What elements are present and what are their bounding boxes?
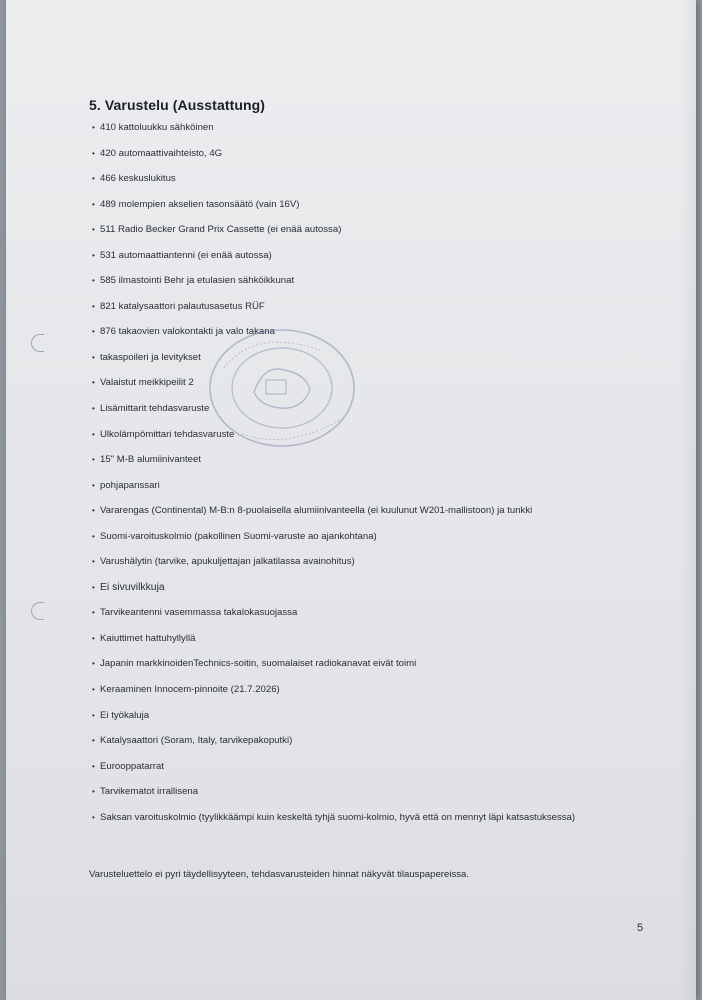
inspection-stamp <box>202 322 362 452</box>
list-item-text: 585 ilmastointi Behr ja etulasien sähköikkunat <box>100 275 295 287</box>
section-heading: 5. Varustelu (Ausstattung) <box>89 97 266 113</box>
list-item-text: 876 takaovien valokontakti ja valo takana <box>100 326 275 338</box>
bullet-icon: • <box>92 736 95 746</box>
bullet-icon: • <box>92 301 95 311</box>
bullet-icon: • <box>92 429 95 439</box>
list-item <box>92 761 612 787</box>
list-item <box>92 735 612 761</box>
list-item <box>92 250 612 276</box>
list-item-text: Keraaminen Innocem-pinnoite (21.7.2026) <box>100 684 280 696</box>
list-item <box>92 148 612 174</box>
bullet-icon: • <box>92 148 95 158</box>
list-item-text: takaspoileri ja levitykset <box>100 351 201 363</box>
bullet-icon: • <box>92 685 95 695</box>
list-item-text: 489 molempien akselien tasonsäätö (vain 16V) <box>100 198 300 210</box>
equipment-list <box>92 122 612 826</box>
list-item-text: Varushälytin (tarvike, apukuljettajan jalkatilassa avainohitus) <box>100 556 355 568</box>
document-page <box>6 0 696 1000</box>
list-item-text: 15" M-B alumiinivanteet <box>100 454 201 466</box>
page-edge-shadow <box>680 0 696 1000</box>
list-item <box>92 454 612 480</box>
list-item-text: Ei sivuvilkkuja <box>100 581 165 593</box>
list-item <box>92 224 612 250</box>
list-item-text: Saksan varoituskolmio (tyylikkäämpi kuin keskeltä tyhjä suomi-kolmio, hyvä että on mennyt läpi katsastuksessa) <box>100 811 576 823</box>
list-item-text: Ulkolämpömittari tehdasvaruste <box>100 428 235 440</box>
list-item <box>92 582 612 608</box>
bullet-icon: • <box>92 352 95 362</box>
bullet-icon: • <box>92 480 95 490</box>
bullet-icon: • <box>92 250 95 260</box>
list-item-text: Katalysaattori (Soram, Italy, tarvikepakoputki) <box>100 735 293 747</box>
binder-hole-mark <box>31 602 44 620</box>
list-item <box>92 199 612 225</box>
list-item <box>92 607 612 633</box>
list-item-text: Japanin markkinoidenTechnics-soitin, suomalaiset radiokanavat eivät toimi <box>100 658 417 670</box>
list-item <box>92 480 612 506</box>
list-item <box>92 531 612 557</box>
list-item-text: Eurooppatarrat <box>100 760 164 772</box>
list-item-text: Suomi-varoituskolmio (pakollinen Suomi-varuste ao ajankohtana) <box>100 530 377 542</box>
bullet-icon: • <box>92 812 95 822</box>
bullet-icon: • <box>92 404 95 414</box>
binder-hole-mark <box>31 334 44 352</box>
list-item <box>92 275 612 301</box>
page-number: 5 <box>637 922 644 934</box>
bullet-icon: • <box>92 506 95 516</box>
footer-note: Varusteluettelo ei pyri täydellisyyteen, tehdasvarusteiden hinnat näkyvät tilauspapereissa. <box>89 869 470 880</box>
bullet-icon: • <box>92 608 95 618</box>
list-item-text: Vararengas (Continental) M-B:n 8-puolaisella alumiinivanteella (ei kuulunut W201-mallistoon) ja tunkki <box>100 505 533 517</box>
list-item <box>92 122 612 148</box>
bullet-icon: • <box>92 787 95 797</box>
list-item-text: 420 automaattivaihteisto, 4G <box>100 147 223 159</box>
bullet-icon: • <box>92 174 95 184</box>
bullet-icon: • <box>92 276 95 286</box>
list-item-text: Tarvikematot irrallisena <box>100 786 199 798</box>
list-item-text: Tarvikeantenni vasemmassa takalokasuojassa <box>100 607 298 619</box>
list-item <box>92 556 612 582</box>
list-item-text: pohjapanssari <box>100 479 160 491</box>
list-item <box>92 809 612 826</box>
list-item <box>92 710 612 736</box>
bullet-icon: • <box>92 633 95 643</box>
bullet-icon: • <box>92 123 95 132</box>
list-item-text: Valaistut meikkipeilit 2 <box>100 377 194 389</box>
bullet-icon: • <box>92 710 95 720</box>
list-item-text: 531 automaattiantenni (ei enää autossa) <box>100 249 272 261</box>
list-item <box>92 505 612 531</box>
bullet-icon: • <box>92 455 95 465</box>
bullet-icon: • <box>92 225 95 235</box>
list-item-text: 821 katalysaattori palautusasetus RÜF <box>100 300 265 312</box>
bullet-icon: • <box>92 378 95 388</box>
list-item <box>92 173 612 199</box>
list-item-text: Ei työkaluja <box>100 709 150 721</box>
list-item-text: 410 kattoluukku sähköinen <box>100 122 214 133</box>
bullet-icon: • <box>92 531 95 541</box>
list-item <box>92 658 612 684</box>
bullet-icon: • <box>92 761 95 771</box>
bullet-icon: • <box>92 199 95 209</box>
list-item-text: 511 Radio Becker Grand Prix Cassette (ei enää autossa) <box>100 224 342 236</box>
list-item-text: Lisämittarit tehdasvaruste <box>100 403 210 415</box>
list-item <box>92 633 612 659</box>
list-item-text: 466 keskuslukitus <box>100 173 176 185</box>
list-item-text: Kaiuttimet hattuhyllyllä <box>100 632 196 644</box>
bullet-icon: • <box>92 659 95 669</box>
bullet-icon: • <box>92 557 95 567</box>
list-item <box>92 684 612 710</box>
bullet-icon: • <box>92 582 95 592</box>
bullet-icon: • <box>92 327 95 337</box>
